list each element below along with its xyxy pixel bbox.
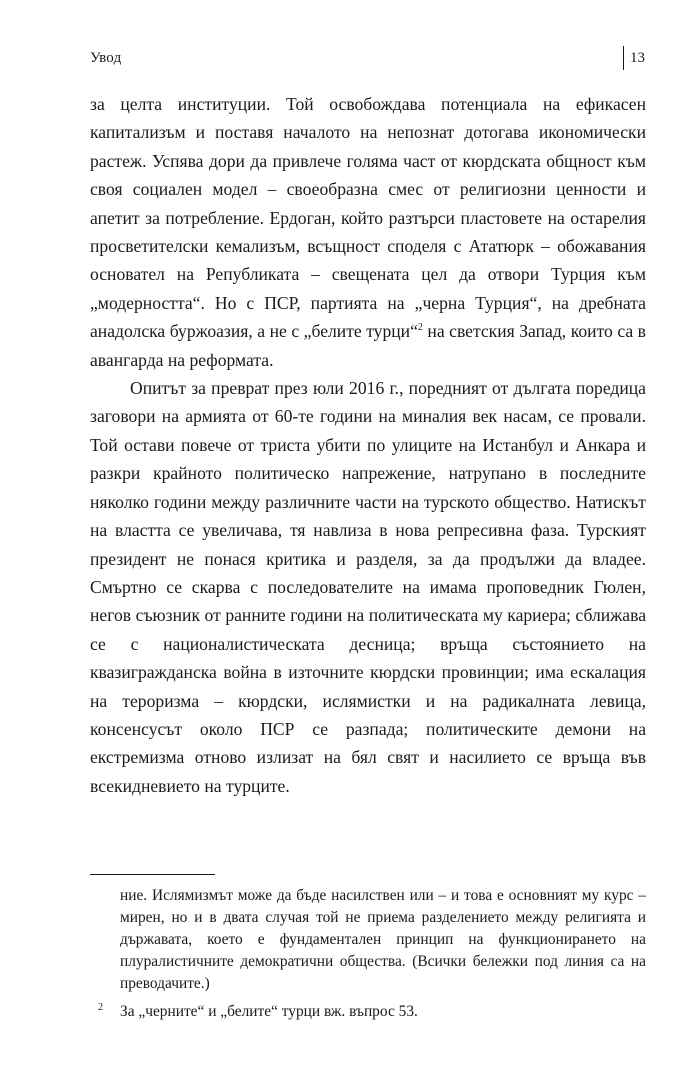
main-text xyxy=(90,90,646,800)
footnote-separator xyxy=(90,874,215,875)
section-title: Увод xyxy=(90,50,122,66)
footnotes xyxy=(90,885,646,1023)
footnote-2 xyxy=(90,1001,646,1023)
paragraph-1-text-a: за целта институции. Той освобождава потенциала на ефикасен капитализъм и поставя началото на непознат дотогава икономически растеж. Успява дори да привлече голяма част от кюрдската общност към своя социален модел – своеобразна смес от религиозни ценности и апетит за потребление. Ердоган, който разтърси пластовете на остарелия просветителски кемализъм, всъщност споделя с Ататюрк – обожавания основател на Републиката – свещената цел да отвори Турция към „модерността“. Но с ПСР, партията на „черна Турция“, на дребната анадолска буржоазия, а не с „белите турци“ xyxy=(90,94,646,342)
running-header xyxy=(90,46,645,70)
paragraph-1 xyxy=(90,90,646,374)
paragraph-1-text-b: на светския Запад, които са в авангарда на реформата. xyxy=(90,321,646,370)
footnote-1-continuation: ние. Ислямизмът може да бъде насилствен или – и това е основният му курс – мирен, но и в двата случая той не приема разделението между религията и държавата, което е фундаментален принцип на функционирането на плуралистичните демократични общества. (Всички бележки под линия са на преводачите.) xyxy=(120,887,646,992)
folio xyxy=(623,46,645,70)
footnote-2-text: За „черните“ и „белите“ турци вж. въпрос 53. xyxy=(120,1003,418,1020)
folio-divider xyxy=(623,46,624,70)
page-number: 13 xyxy=(630,49,645,66)
paragraph-2: Опитът за преврат през юли 2016 г., поредният от дългата поредица заговори на армията от 60-те години на миналия век насам, се провали. Той остави повече от триста убити по улиците на Истанбул и Анкара и разкри крайното политическо напрежение, натрупано в последните няколко години между различните части на турското общество. Натискът на властта се увеличава, тя навлиза в нова репресивна фаза. Турският президент не понася критика и разделя, за да продължи да владее. Смъртно се скарва с последователите на имама проповедник Гюлен, негов съюзник от ранните години на политическата му кариера; сближава се с националистическата десница; връща състоянието на квазигражданска война в източните кюрдски провинции; има ескалация на тероризма – кюрдски, ислямистки и на радикалната левица, консенсусът около ПСР се разпада; политическите демони на екстремизма отново излизат на бял свят и насилието се връща във всекидневието на турците. xyxy=(90,378,646,796)
footnote-2-marker: 2 xyxy=(98,1002,103,1013)
footnote-reference-2: 2 xyxy=(417,322,423,334)
